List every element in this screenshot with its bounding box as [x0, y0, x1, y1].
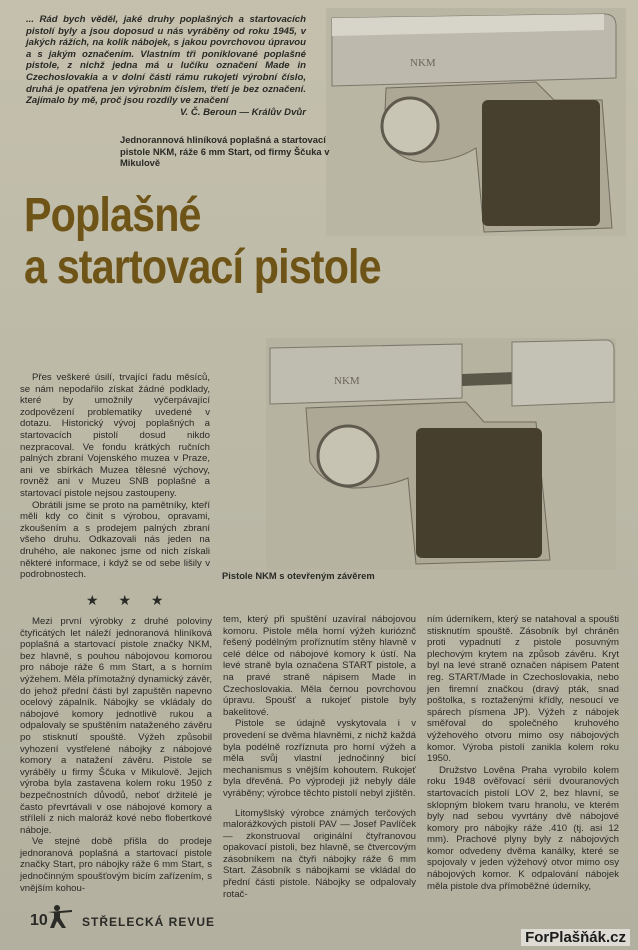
- article-column-3: [427, 614, 619, 892]
- svg-text:NKM: NKM: [334, 375, 360, 387]
- article-column-1: [20, 616, 212, 894]
- headline-line-2: a startovací pistole: [24, 241, 381, 294]
- col1-paragraph-2: Ve stejné době přišla do prodeje jednoranová poplašná a startovací pistole značky Start, pro nábojky ráže 6 mm Start, s jednočinným spoušťovým bicím zařízením, s vnějším kohou-: [20, 836, 212, 894]
- headline-line-1: Poplašné: [24, 189, 201, 242]
- watermark: ForPlašňák.cz: [521, 929, 630, 946]
- article-headline: [24, 190, 402, 294]
- intro-paragraph-1: Přes veškeré úsilí, trvající řadu měsíců, se nám nepodařilo získat žádné podklady, které by umožnily vyčerpávající zodpovězení problematiky uvedené v dotazu. Historický vývoj poplašných a startovacích pistolí dosud nikdo nezpracoval. Ve fondu krátkých ručních palných zbraní Vojenského muzea v Praze, ani ve sbírkách Muzea tělesné výchovy, rovněž ani v Muzeu SNB poplašné a startovací pistole nejsou zastoupeny.: [20, 372, 210, 499]
- intro-column: [20, 372, 210, 581]
- col1-paragraph-1: Mezi první výrobky z druhé poloviny čtyřicátých let náleží jednoranová hliníková poplašná a startovací pistole značky NKM, bez hlavně, s pouhou nábojovou komorou pro náboje ráže 6 mm Start, a s horním výžehem. Měla přímotažný dynamický závěr, do jehož přední části byl zapuštěn napevno ocelový zápalník. Nábojky se vkládaly do nábojové komory jednotlivě rukou a odpalovaly se spuštěním nataženého závěru po stisknutí spouště. Výžeh způsobil vyhození vystřelené nábojky z nábojové komory a natažení závěru. Pistole se vyráběly u firmy Ščuka v Mikulově. Jejich výroba byla zastavena kolem roku 1950 z bezpečnostních důvodů, neboť držitelé je často převrtávali v ose nábojové komory a střílelí z nich maloráž kové nebo flobertkové náboje.: [20, 616, 212, 836]
- magazine-name: STŘELECKÁ REVUE: [82, 915, 216, 929]
- col2-paragraph-2: Pistole se údajně vyskytovala i v provedení se dvěma hlavněmi, z nichž každá byla podélně rozříznuta pro horní výžeh a měla svůj vlastní jednočinný bicí mechanismus s vnějším kohoutem. Rukojeť byla dřevěná. Po výprodeji již nebyly dále vyráběny; výrobce těchto pistolí nebyl zjištěn.: [223, 718, 416, 799]
- reader-signature: V. Č. Beroun — Králův Dvůr: [180, 106, 306, 118]
- section-divider-stars: ★ ★ ★: [86, 592, 172, 608]
- article-column-2: [223, 614, 416, 900]
- intro-paragraph-2: Obrátili jsme se proto na pamětníky, kteří měli kdy co činit s výrobou, opravami, zkoušením a s prodejem palných zbraní všeho druhu. Odkazovali nás jeden na druhého, ale nakonec jsme od nich získali některé informace, i když se od sebe lišily v podrobnostech.: [20, 499, 210, 581]
- col2-paragraph-1: tem, který při spuštění uzavíral nábojovou komoru. Pistole měla horní výžeh kurióznč řešený podélným proříznutím stěny hlavně v celé délce od nábojové komory k ústí. Na levé straně byla označena START pistole, a na pravé straně nápisem Made in Czechoslovakia. Měla černou povrchovou úpravu. Spoušť a rukojeť pistole byly bakelitové.: [223, 614, 416, 718]
- col3-paragraph-2: Družstvo Lověna Praha vyrobilo kolem roku 1948 ověřovací sérii dvouranových startovacích pistolí LOV 2, bez hlavní, se sklopným blokem tvaru hranolu, ve kterém byly nad sebou vyvrtány dvě nábojové komory pro nábojky ráže .410 (tj. asi 12 mm). Prachové plyny byly z nábojových komor odvedeny dvěma kanálky, které se spojovaly v jeden výžehový otvor mimo osy nábojových komor. K odpalování nábojek měla pistole dva přímoběžné úderníky,: [427, 764, 619, 892]
- photo-caption-open: Pistole NKM s otevřeným závěrem: [222, 570, 375, 581]
- pistol-photo-open: [266, 338, 616, 570]
- shooter-logo-icon: [46, 904, 80, 930]
- reader-question-text: ... Rád bych věděl, jaké druhy poplašných a startovacích pistolí byly a jsou doposud u nás vyráběny od roku 1945, v jakých rážích, na kolik nábojek, s jakou povrchovou úpravou a s jakým označením. Vlastním tři poniklované poplašné pistole, z nichž jedna má u lučíku označení Made in Czechoslovakia a v dolní části rámu rukojeti výrobní číslo, druhá je opatřena jen výrobním číslem, třetí je bez označení. Zajímalo by mě, proč jsou rozdíly ve značení: [26, 14, 306, 107]
- page-number: 10: [30, 912, 48, 929]
- col2-paragraph-3: Litomyšlský výrobce známých terčových malorážkových pistolí PAV — Josef Pavlíček — zkonstruoval originální čtyřranovou opakovací pistoli, bez hlavně, se čtvercovým zásobníkem na čtyři nábojky ráže 6 mm Start. Zásobník s nábojkami se vkládal do přední části pistole. Nábojky se odpalovaly rotač-: [223, 807, 416, 900]
- reader-question: [26, 14, 306, 118]
- col3-paragraph-1: ním úderníkem, který se natahoval a spoušti stisknutím spouště. Zásobník byl chráněn proti vypadnutí z pistole posuvným plechovým krytem na způsob závěru. Kryt byl na levé straně označen nápisem Patent reg. START/Made in Czechoslovakia, nebo jen firemní značkou (dravý pták, snad poštolka, s roztaženými křídly, nesoucí ve spárech písmena JP). Výžeh z nábojek směřoval do společného kruhového výžehového otvoru mimo osy nábojových komor. Výroba pistolí zanikla kolem roku 1950.: [427, 614, 619, 765]
- svg-text:NKM: NKM: [410, 57, 436, 69]
- photo-caption-top: Jednorannová hliníková poplašná a startovací pistole NKM, ráže 6 mm Start, od firmy Ščuka v Mikulově: [120, 134, 330, 168]
